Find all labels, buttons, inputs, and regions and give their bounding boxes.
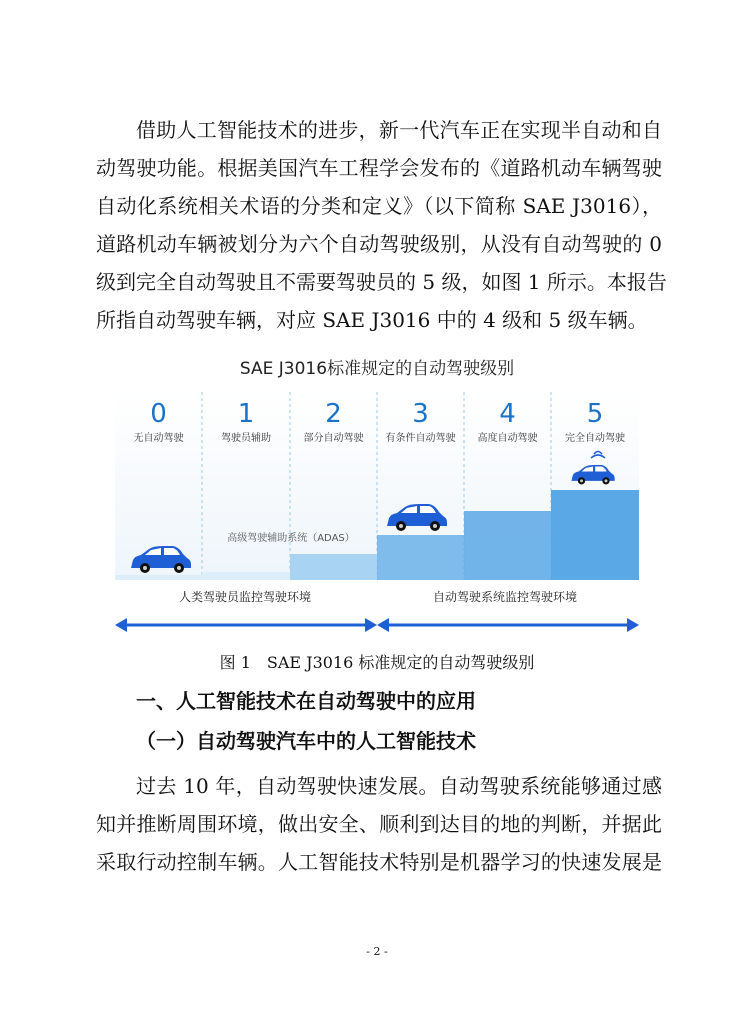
level-step-1 xyxy=(202,572,290,580)
level-number: 4 xyxy=(499,399,516,429)
figure-caption: 图 1 SAE J3016 标准规定的自动驾驶级别 xyxy=(219,653,535,672)
level-label: 完全自动驾驶 xyxy=(565,433,625,444)
paragraph-intro xyxy=(96,111,667,339)
section-heading: 一、人工智能技术在自动驾驶中的应用 xyxy=(136,689,476,713)
level-number: 3 xyxy=(412,399,429,429)
level-step-4 xyxy=(464,511,551,580)
level-label: 驾驶员辅助 xyxy=(221,433,271,444)
level-label: 无自动驾驶 xyxy=(133,433,184,444)
system-monitor-label: 自动驾驶系统监控驾驶环境 xyxy=(432,590,578,604)
text-line: 自动化系统相关术语的分类和定义》（以下简称 SAE J3016）， xyxy=(96,194,662,218)
adas-label: 高级驾驶辅助系统（ADAS） xyxy=(227,533,355,544)
level-label: 部分自动驾驶 xyxy=(303,433,364,444)
page-number: - 2 - xyxy=(366,945,388,958)
figure-title: SAE J3016标准规定的自动驾驶级别 xyxy=(239,359,515,379)
level-number: 5 xyxy=(586,399,604,429)
level-label: 高度自动驾驶 xyxy=(477,433,538,444)
text-line: 借助人工智能技术的进步，新一代汽车正在实现半自动和自 xyxy=(136,118,662,142)
text-line: 级到完全自动驾驶且不需要驾驶员的 5 级，如图 1 所示。本报告 xyxy=(96,270,667,294)
autonomy-levels-figure xyxy=(115,392,639,640)
level-number: 1 xyxy=(237,399,255,429)
paragraph-body xyxy=(96,767,662,881)
level-step-2 xyxy=(290,554,377,580)
text-line: 所指自动驾驶车辆，对应 SAE J3016 中的 4 级和 5 级车辆。 xyxy=(96,308,648,332)
level-step-3 xyxy=(377,535,464,580)
level-number: 0 xyxy=(150,399,167,429)
level-step-0 xyxy=(115,575,202,580)
text-line: 采取行动控制车辆。人工智能技术特别是机器学习的快速发展是 xyxy=(96,850,662,874)
human-monitor-arrow xyxy=(115,618,377,632)
system-monitor-arrow xyxy=(377,618,639,632)
level-label: 有条件自动驾驶 xyxy=(385,433,456,444)
human-monitor-label: 人类驾驶员监控驾驶环境 xyxy=(178,590,312,604)
subsection-heading: （一）自动驾驶汽车中的人工智能技术 xyxy=(136,729,476,753)
text-line: 知并推断周围环境，做出安全、顺利到达目的地的判断，并据此 xyxy=(96,812,662,836)
level-step-5 xyxy=(551,490,639,580)
text-line: 动驾驶功能。根据美国汽车工程学会发布的《道路机动车辆驾驶 xyxy=(96,156,662,180)
level-number: 2 xyxy=(325,399,342,429)
text-line: 过去 10 年，自动驾驶快速发展。自动驾驶系统能够通过感 xyxy=(136,774,662,798)
text-line: 道路机动车辆被划分为六个自动驾驶级别，从没有自动驾驶的 0 xyxy=(96,232,662,256)
